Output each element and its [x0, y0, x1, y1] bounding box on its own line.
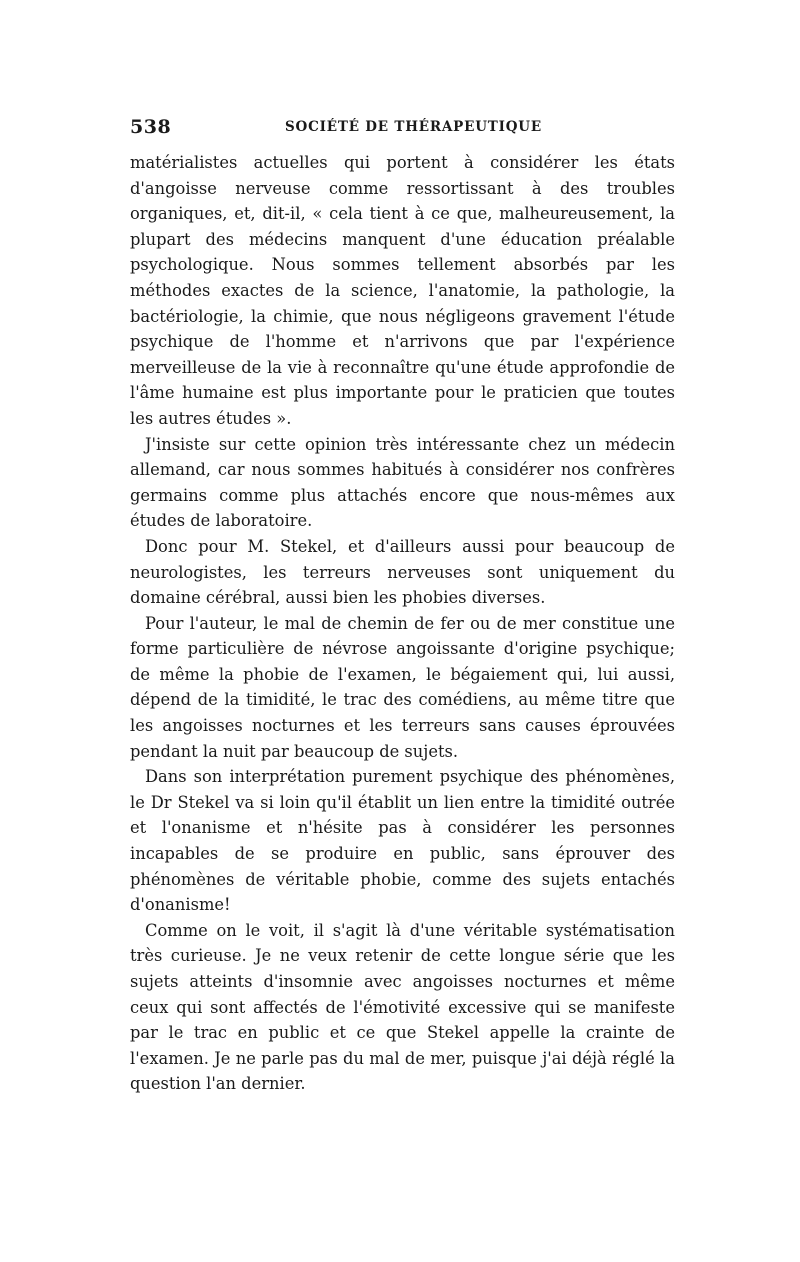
running-title: SOCIÉTÉ DE THÉRAPEUTIQUE [285, 119, 542, 135]
paragraph-3: Donc pour M. Stekel, et d'ailleurs aussi pour beaucoup de neurologistes, les terreurs nerveuses sont uniquement du domaine cérébral, aussi bien les phobies diverses. [130, 536, 675, 608]
paragraph-1: matérialistes actuelles qui portent à considérer les états d'angoisse nerveuse comme ressortissant à des troubles organiques, et, dit-il, « cela tient à ce que, malheureusement, la plupart des médecins manquent d'une éducation préalable psychologique. Nous sommes tellement absorbés par les méthodes exactes de la science, l'anatomie, la pathologie, la bactériologie, la chimie, que nous négligeons gravement l'étude psychique de l'homme et n'arrivons que par l'expérience merveilleuse de la vie à reconnaître qu'une étude approfondie de l'âme humaine est plus importante pour le praticien que toutes les autres études ». [130, 153, 675, 428]
page-number: 538 [130, 116, 172, 138]
running-head [130, 116, 675, 142]
body-text [130, 150, 675, 1097]
paragraph-2: J'insiste sur cette opinion très intéressante chez un médecin allemand, car nous sommes habitués à considérer nos confrères germains comme plus attachés encore que nous-mêmes aux études de laboratoire. [130, 434, 675, 531]
paragraph-6: Comme on le voit, il s'agit là d'une véritable systématisation très curieuse. Je ne veux retenir de cette longue série que les sujets atteints d'insomnie avec angoisses nocturnes et même ceux qui sont affectés de l'émotivité excessive qui se manifeste par le trac en public et ce que Stekel appelle la crainte de l'examen. Je ne parle pas du mal de mer, puisque j'ai déjà réglé la question l'an dernier. [130, 920, 675, 1094]
paragraph-5: Dans son interprétation purement psychique des phénomènes, le Dr Stekel va si loin qu'il établit un lien entre la timidité outrée et l'onanisme et n'hésite pas à considérer les personnes incapables de se produire en public, sans éprouver des phénomènes de véritable phobie, comme des sujets entachés d'onanisme! [130, 767, 675, 915]
paragraph-4: Pour l'auteur, le mal de chemin de fer ou de mer constitue une forme particulière de névrose angoissante d'origine psychique; de même la phobie de l'examen, le bégaiement qui, lui aussi, dépend de la timidité, le trac des comédiens, au même titre que les angoisses nocturnes et les terreurs sans causes éprouvées pendant la nuit par beaucoup de sujets. [130, 613, 675, 761]
